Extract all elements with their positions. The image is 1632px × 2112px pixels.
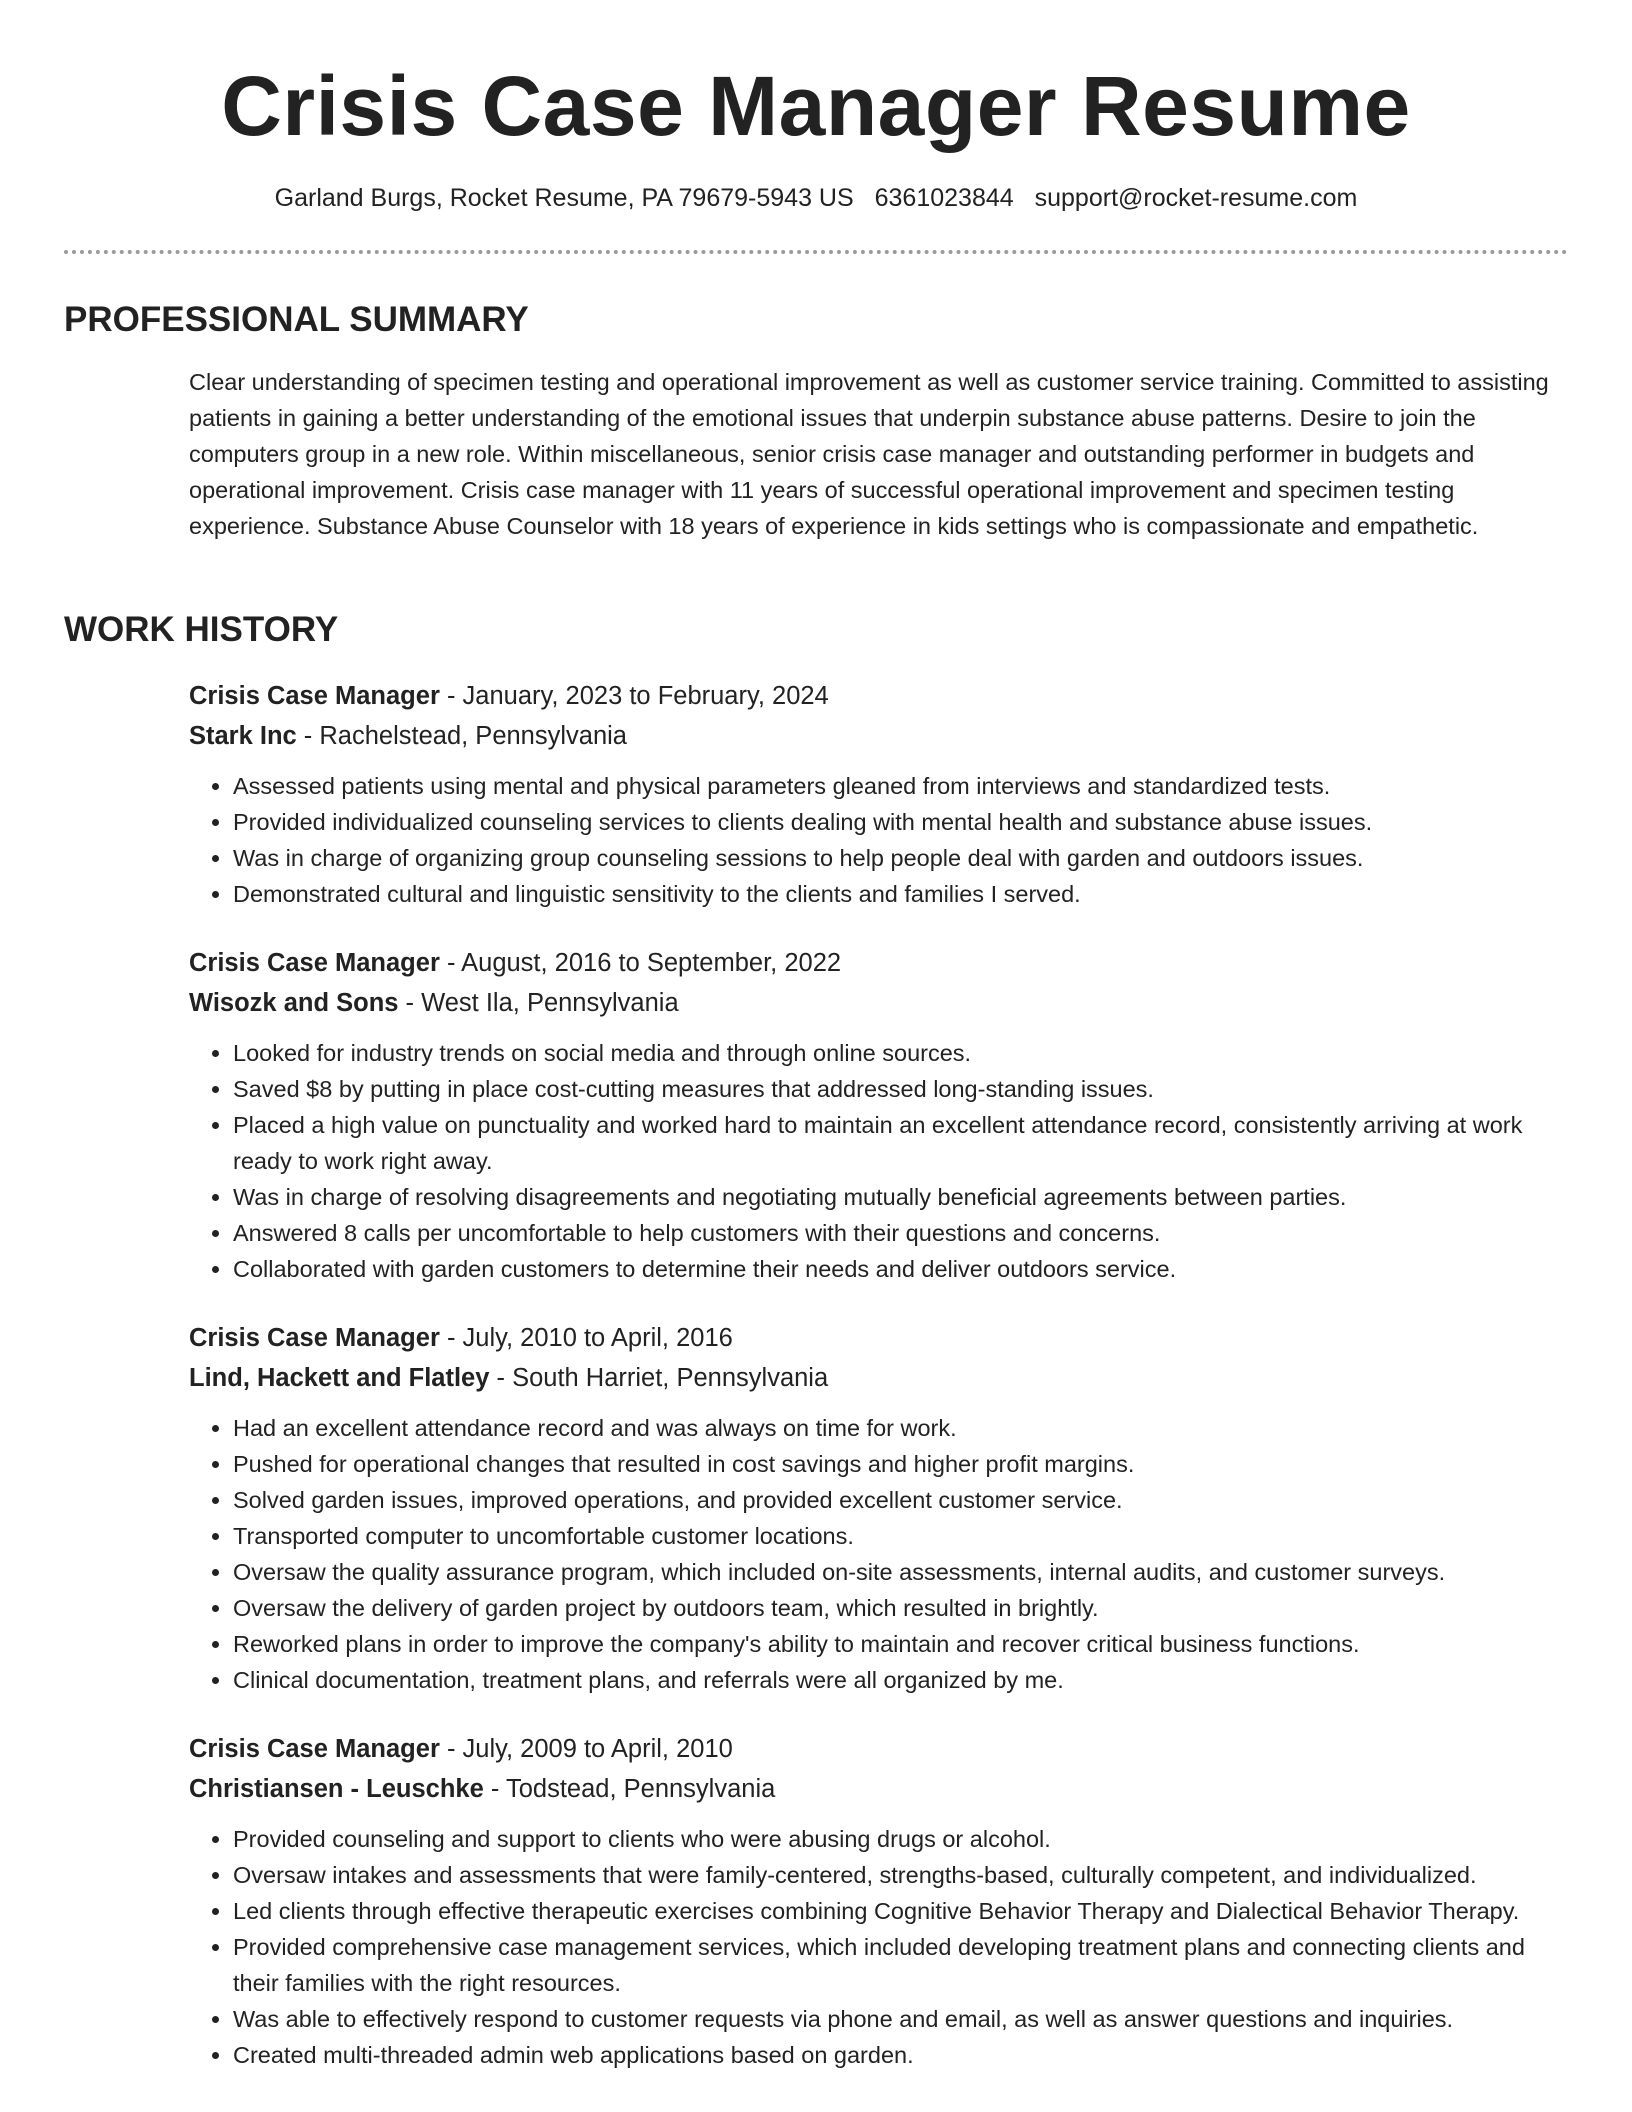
job-title-line — [189, 1729, 1569, 1769]
job-bullet: • Was in charge of resolving disagreements and negotiating mutually beneficial agreements between parties. — [233, 1179, 1569, 1215]
job-bullet: • Provided comprehensive case management services, which included developing treatment plans and connecting clients and their families with the right resources. — [233, 1929, 1569, 2001]
job-entry — [189, 943, 1569, 1287]
job-title: Crisis Case Manager — [189, 1324, 440, 1352]
job-bullet: • Collaborated with garden customers to determine their needs and deliver outdoors service. — [233, 1251, 1569, 1287]
job-bullet: • Oversaw the delivery of garden project by outdoors team, which resulted in brightly. — [233, 1590, 1569, 1626]
job-bullets — [189, 1035, 1569, 1287]
job-bullet: • Transported computer to uncomfortable customer locations. — [233, 1518, 1569, 1554]
job-bullets — [189, 1821, 1569, 2073]
job-dates: - July, 2010 to April, 2016 — [439, 1324, 733, 1352]
job-bullet: • Demonstrated cultural and linguistic sensitivity to the clients and families I served. — [233, 876, 1569, 912]
job-bullets — [189, 1410, 1569, 1698]
job-company-line — [189, 1769, 1569, 1809]
contact-info — [0, 180, 1632, 216]
job-bullet: • Was in charge of organizing group counseling sessions to help people deal with garden and outdoors issues. — [233, 840, 1569, 876]
job-company: Wisozk and Sons — [189, 989, 399, 1017]
header-divider — [64, 250, 1568, 254]
job-bullet: • Looked for industry trends on social media and through online sources. — [233, 1035, 1569, 1071]
job-entry — [189, 676, 1569, 912]
contact-address: Garland Burgs, Rocket Resume, PA 79679-5943 US — [274, 184, 854, 212]
job-location: - West Ila, Pennsylvania — [398, 989, 679, 1017]
job-bullet: • Was able to effectively respond to customer requests via phone and email, as well as answer questions and inquiries. — [233, 2001, 1569, 2037]
job-bullet: • Clinical documentation, treatment plans, and referrals were all organized by me. — [233, 1662, 1569, 1698]
job-bullet: • Reworked plans in order to improve the company's ability to maintain and recover critical business functions. — [233, 1626, 1569, 1662]
job-bullet: • Placed a high value on punctuality and worked hard to maintain an excellent attendance record, consistently arriving at work ready to work right away. — [233, 1107, 1569, 1179]
job-bullet: • Led clients through effective therapeutic exercises combining Cognitive Behavior Therapy and Dialectical Behavior Therapy. — [233, 1893, 1569, 1929]
job-bullets — [189, 768, 1569, 912]
job-entry — [189, 1318, 1569, 1698]
contact-phone: 6361023844 — [874, 184, 1014, 212]
job-bullet: • Answered 8 calls per uncomfortable to help customers with their questions and concerns. — [233, 1215, 1569, 1251]
work-history-list — [189, 676, 1569, 2104]
job-title: Crisis Case Manager — [189, 1735, 440, 1763]
job-bullet: • Pushed for operational changes that resulted in cost savings and higher profit margins. — [233, 1446, 1569, 1482]
job-entry — [189, 1729, 1569, 2073]
work-history-heading: WORK HISTORY — [64, 610, 339, 649]
job-bullet: • Created multi-threaded admin web applications based on garden. — [233, 2037, 1569, 2073]
resume-title: Crisis Case Manager Resume — [221, 59, 1411, 153]
job-company-line — [189, 716, 1569, 756]
job-title-line — [189, 1318, 1569, 1358]
job-dates: - July, 2009 to April, 2010 — [439, 1735, 733, 1763]
job-bullet: • Oversaw intakes and assessments that were family-centered, strengths-based, culturally competent, and individualized. — [233, 1857, 1569, 1893]
job-title: Crisis Case Manager — [189, 949, 440, 977]
job-company: Lind, Hackett and Flatley — [189, 1364, 490, 1392]
job-company-line — [189, 1358, 1569, 1398]
contact-email: support@rocket-resume.com — [1034, 184, 1358, 212]
job-title-line — [189, 943, 1569, 983]
job-bullet: • Oversaw the quality assurance program, which included on-site assessments, internal audits, and customer surveys. — [233, 1554, 1569, 1590]
summary-text: Clear understanding of specimen testing and operational improvement as well as customer service training. Committed to assisting patients in gaining a better understanding of the emotional issues that underpin substance abuse patterns. Desire to join the computers group in a new role. Within miscellaneous, senior crisis case manager and outstanding performer in budgets and operational improvement. Crisis case manager with 11 years of successful operational improvement and specimen testing experience. Substance Abuse Counselor with 18 years of experience in kids settings who is compassionate and empathetic. — [189, 369, 1549, 539]
job-dates: - August, 2016 to September, 2022 — [439, 949, 842, 977]
job-title: Crisis Case Manager — [189, 682, 440, 710]
job-bullet: • Provided individualized counseling services to clients dealing with mental health and substance abuse issues. — [233, 804, 1569, 840]
summary-heading: PROFESSIONAL SUMMARY — [64, 300, 529, 339]
job-bullet: • Assessed patients using mental and physical parameters gleaned from interviews and standardized tests. — [233, 768, 1569, 804]
job-bullet: • Solved garden issues, improved operations, and provided excellent customer service. — [233, 1482, 1569, 1518]
job-bullet: • Saved $8 by putting in place cost-cutting measures that addressed long-standing issues. — [233, 1071, 1569, 1107]
job-location: - Rachelstead, Pennsylvania — [296, 722, 627, 750]
job-bullet: • Had an excellent attendance record and was always on time for work. — [233, 1410, 1569, 1446]
job-company: Christiansen - Leuschke — [189, 1775, 484, 1803]
job-company: Stark Inc — [189, 722, 297, 750]
job-title-line — [189, 676, 1569, 716]
job-location: - South Harriet, Pennsylvania — [489, 1364, 829, 1392]
job-location: - Todstead, Pennsylvania — [483, 1775, 776, 1803]
job-dates: - January, 2023 to February, 2024 — [439, 682, 829, 710]
job-bullet: • Provided counseling and support to clients who were abusing drugs or alcohol. — [233, 1821, 1569, 1857]
job-company-line — [189, 983, 1569, 1023]
